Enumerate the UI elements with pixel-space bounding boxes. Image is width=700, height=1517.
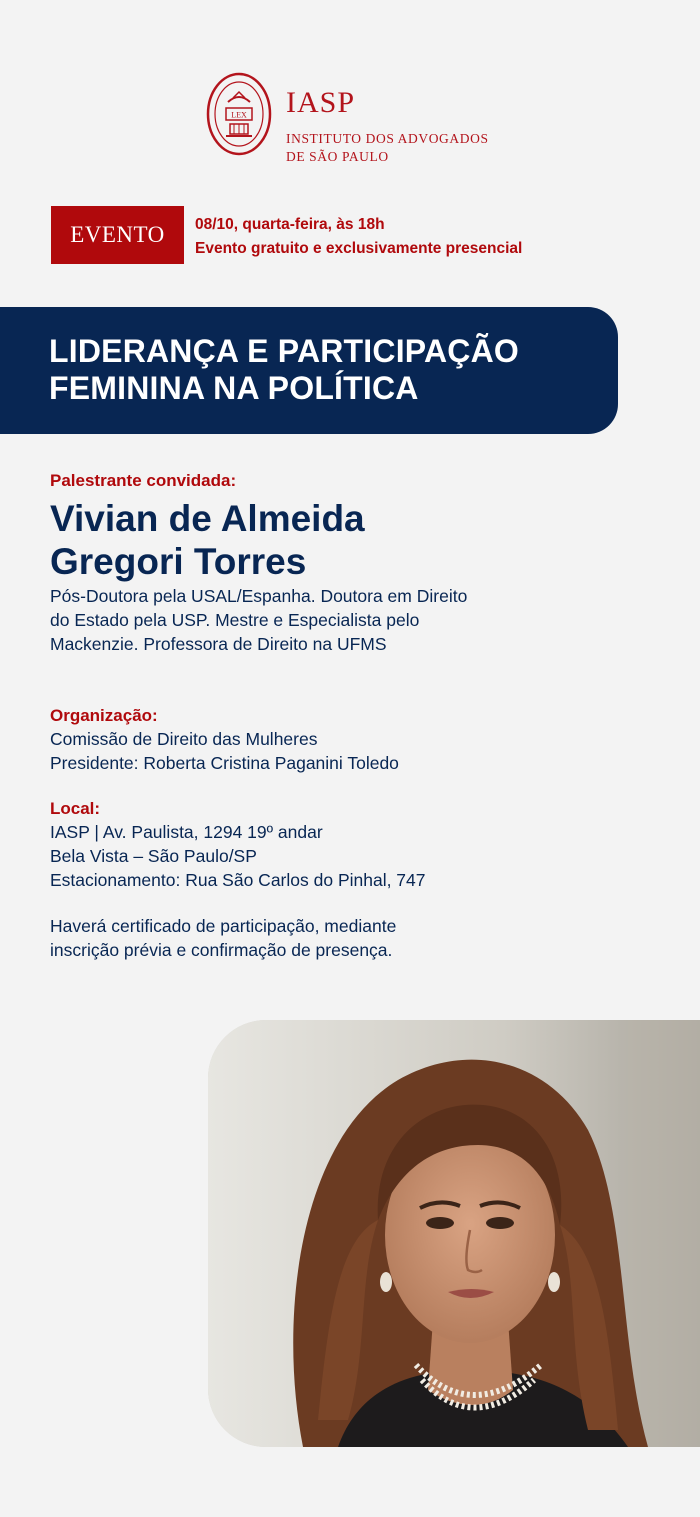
logo-subtitle-line: DE SÃO PAULO <box>286 149 389 164</box>
iasp-seal-icon <box>206 72 272 156</box>
seal-text: LEX <box>231 110 247 120</box>
event-title <box>49 333 519 407</box>
logo-subtitle <box>286 130 489 166</box>
organization-details <box>50 727 399 775</box>
speaker-photo <box>208 1020 700 1447</box>
speaker-name-line: Vivian de Almeida <box>50 498 365 539</box>
speaker-name-line: Gregori Torres <box>50 541 307 582</box>
event-title-line: FEMININA NA POLÍTICA <box>49 370 419 406</box>
speaker-bio-line: do Estado pela USP. Mestre e Especialista pelo <box>50 610 420 630</box>
speaker-bio <box>50 584 570 656</box>
event-datetime: 08/10, quarta-feira, às 18h <box>195 216 385 233</box>
location-label: Local: <box>50 799 101 818</box>
certificate-note <box>50 914 550 962</box>
event-title-line: LIDERANÇA E PARTICIPAÇÃO <box>49 333 519 369</box>
speaker-name <box>50 497 365 583</box>
speaker-label: Palestrante convidada: <box>50 471 237 490</box>
certificate-line: Haverá certificado de participação, mediante <box>50 916 397 936</box>
location-line: Estacionamento: Rua São Carlos do Pinhal, 747 <box>50 870 426 890</box>
event-info <box>195 213 522 261</box>
speaker-portrait-illustration <box>208 1020 700 1447</box>
location-line: IASP | Av. Paulista, 1294 19º andar <box>50 822 323 842</box>
organization-label: Organização: <box>50 706 158 725</box>
event-mode: Evento gratuito e exclusivamente presencial <box>195 240 523 257</box>
logo-name: IASP <box>286 86 356 119</box>
event-badge: EVENTO <box>51 206 184 264</box>
logo-subtitle-line: INSTITUTO DOS ADVOGADOS <box>286 131 489 146</box>
location-line: Bela Vista – São Paulo/SP <box>50 846 257 866</box>
organization-line: Comissão de Direito das Mulheres <box>50 729 318 749</box>
location-details <box>50 820 426 892</box>
speaker-bio-line: Mackenzie. Professora de Direito na UFMS <box>50 634 387 654</box>
organization-line: Presidente: Roberta Cristina Paganini Toledo <box>50 753 399 773</box>
iasp-logo <box>206 72 506 162</box>
certificate-line: inscrição prévia e confirmação de presença. <box>50 940 393 960</box>
speaker-bio-line: Pós-Doutora pela USAL/Espanha. Doutora em Direito <box>50 586 468 606</box>
